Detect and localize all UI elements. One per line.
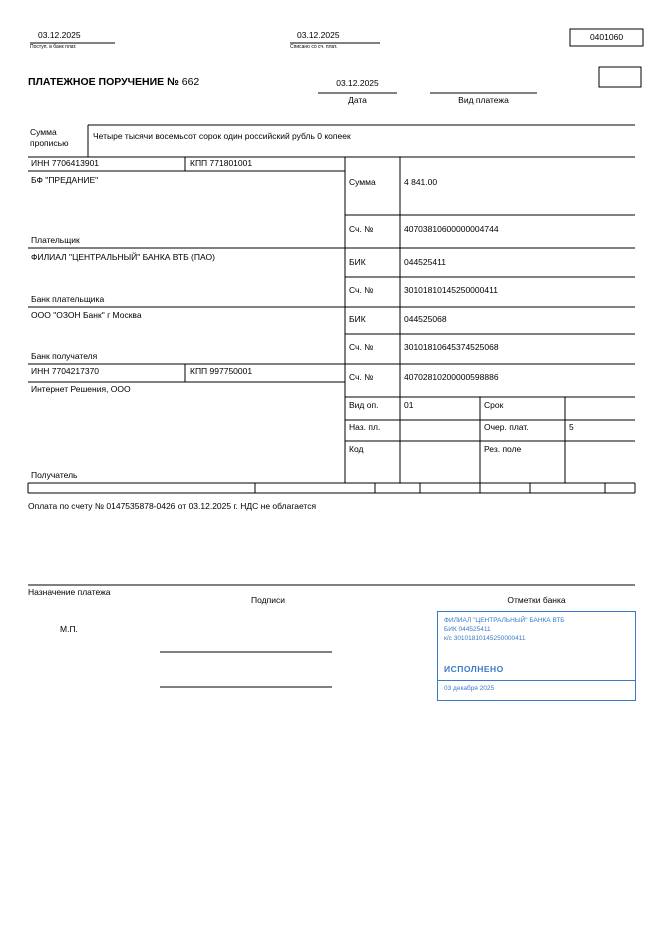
payer-kpp: КПП 771801001 — [190, 158, 253, 168]
payee-account-value: 40702810200000598886 — [404, 372, 499, 382]
debited-date-caption: Списано со сч. плат. — [290, 44, 338, 50]
stamp-status: ИСПОЛНЕНО — [444, 664, 504, 674]
payer-name: БФ "ПРЕДАНИЕ" — [31, 175, 99, 185]
payee-account-label: Сч. № — [349, 372, 374, 382]
stamp-bik: БИК 044525411 — [444, 626, 491, 633]
document-date: 03.12.2025 — [336, 78, 379, 88]
stamp-info — [444, 616, 565, 643]
signatures-caption: Подписи — [251, 595, 285, 605]
payer-bank-bik-value: 044525411 — [404, 257, 446, 267]
payer-bank-bik-label: БИК — [349, 257, 366, 267]
payee-bank-account-value: 30101810645374525068 — [404, 342, 499, 352]
purpose-caption: Назначение платежа — [28, 587, 111, 597]
payer-bank-caption: Банк плательщика — [31, 294, 105, 304]
payer-inn: ИНН 7706413901 — [31, 158, 100, 168]
title-label: ПЛАТЕЖНОЕ ПОРУЧЕНИЕ № — [28, 76, 179, 88]
received-date-caption: Поступ. в банк плат. — [30, 44, 77, 50]
payer-account-label: Сч. № — [349, 224, 374, 234]
purpose-text: Оплата по счету № 0147535878-0426 от 03.12.2025 г. НДС не облагается — [28, 501, 317, 511]
bank-stamp — [437, 611, 636, 701]
amount-label: Сумма — [349, 177, 376, 187]
amount-value: 4 841.00 — [404, 177, 438, 187]
document-title — [28, 76, 199, 88]
stamp-divider — [438, 680, 635, 681]
stamp-date: 03 декабря 2025 — [444, 685, 495, 692]
amount-words-label: Сумма прописью — [30, 127, 69, 149]
stamp-place-label: М.П. — [60, 624, 78, 634]
op-type-label: Вид оп. — [349, 400, 379, 410]
stamp-corr-account: к/с 30101810145250000411 — [444, 635, 526, 642]
payer-bank-name: ФИЛИАЛ "ЦЕНТРАЛЬНЫЙ" БАНКА ВТБ (ПАО) — [31, 252, 215, 262]
op-term-label: Срок — [484, 400, 504, 410]
op-priority-label: Очер. плат. — [484, 422, 529, 432]
payee-bank-bik-value: 044525068 — [404, 314, 447, 324]
op-type-value: 01 — [404, 400, 414, 410]
payment-kind-caption: Вид платежа — [458, 95, 509, 105]
op-reserve-label: Рез. поле — [484, 444, 522, 454]
payee-caption: Получатель — [31, 470, 78, 480]
date-caption: Дата — [348, 95, 367, 105]
bank-marks-caption: Отметки банка — [507, 595, 566, 605]
stamp-bank-name: ФИЛИАЛ "ЦЕНТРАЛЬНЫЙ" БАНКА ВТБ — [444, 617, 565, 624]
payer-bank-account-value: 30101810145250000411 — [404, 285, 498, 295]
payee-bank-caption: Банк получателя — [31, 351, 98, 361]
op-purpose-label: Наз. пл. — [349, 422, 381, 432]
form-code: 0401060 — [589, 32, 624, 42]
payee-bank-bik-label: БИК — [349, 314, 366, 324]
payer-bank-account-label: Сч. № — [349, 285, 374, 295]
payer-account-value: 40703810600000004744 — [404, 224, 499, 234]
payer-caption: Плательщик — [31, 235, 80, 245]
document-number: 662 — [181, 76, 200, 88]
payee-kpp: КПП 997750001 — [190, 366, 253, 376]
debited-date: 03.12.2025 — [297, 30, 340, 40]
payee-inn: ИНН 7704217370 — [31, 366, 100, 376]
payee-bank-account-label: Сч. № — [349, 342, 374, 352]
op-code-label: Код — [349, 444, 364, 454]
op-priority-value: 5 — [569, 422, 574, 432]
amount-words-value: Четыре тысячи восемьсот сорок один российский рубль 0 копеек — [93, 131, 351, 141]
payee-name: Интернет Решения, ООО — [31, 384, 131, 394]
payee-bank-name: ООО "ОЗОН Банк" г Москва — [31, 310, 142, 320]
received-date: 03.12.2025 — [38, 30, 81, 40]
